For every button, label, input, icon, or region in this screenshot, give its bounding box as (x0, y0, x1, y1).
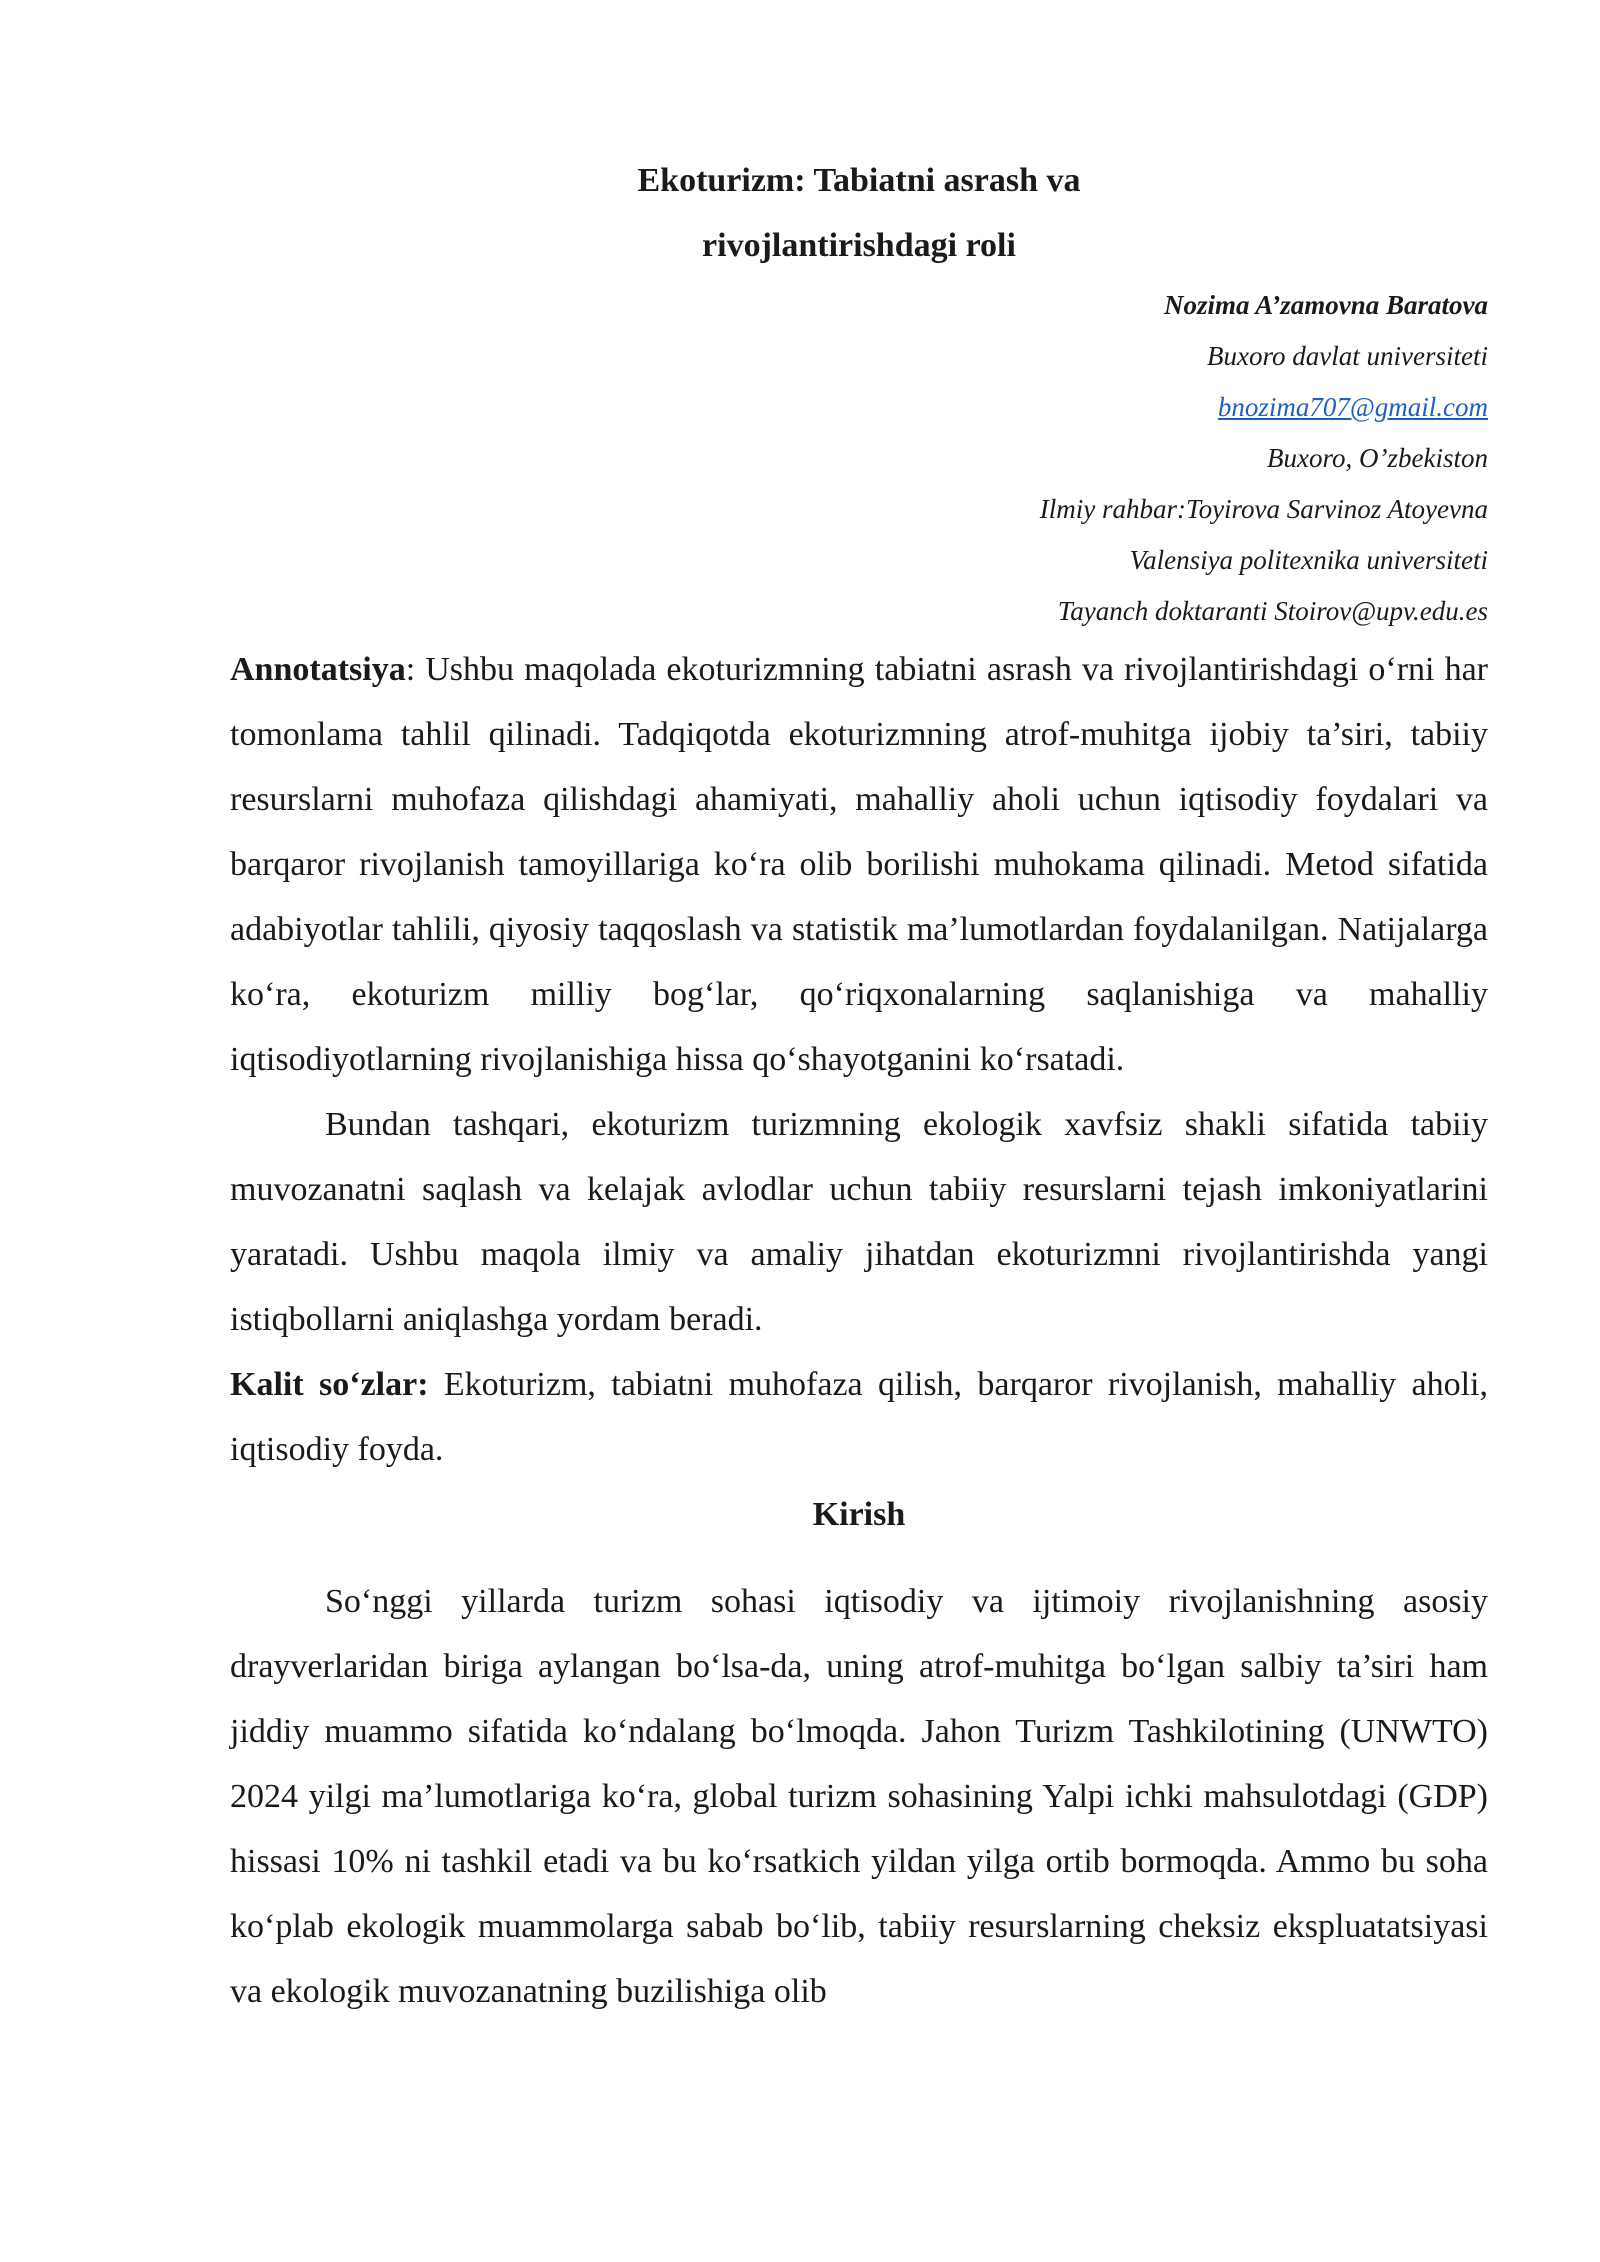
paper-title-line-1: Ekoturizm: Tabiatni asrash va (637, 162, 1081, 199)
paper-title-line-2: rivojlantirishdagi roli (702, 227, 1016, 264)
introduction-heading: Kirish (812, 1496, 906, 1533)
author-block (230, 280, 1488, 637)
keywords-text: Ekoturizm, tabiatni muhofaza qilish, barqaror rivojlanish, mahalliy aholi, iqtisodiy foyda. (230, 1366, 1488, 1468)
author-name: Nozima A’zamovna Baratova (1163, 290, 1488, 320)
supervisor-name: Ilmiy rahbar:Toyirova Sarvinoz Atoyevna (1039, 494, 1488, 524)
document-page (230, 148, 1488, 2024)
keywords-label: Kalit so‘zlar: (230, 1366, 429, 1403)
author-university: Buxoro davlat universiteti (1207, 341, 1488, 371)
abstract-text: : Ushbu maqolada ekoturizmning tabiatni asrash va rivojlantirishdagi o‘rni har tomonlama tahlil qilinadi. Tadqiqotda ekoturizmning atrof-muhitga ijobiy ta’siri, tabiiy resurslarni muhofaza qilishdagi ahamiyati, mahalliy aholi uchun iqtisodiy foydalari va barqaror rivojlanish tamoyillariga ko‘ra olib borilishi muhokama qilinadi. Metod sifatida adabiyotlar tahlili, qiyosiy taqqoslash va statistik ma’lumotlardan foydalanilgan. Natijalarga ko‘ra, ekoturizm milliy bog‘lar, qo‘riqxonalarning saqlanishiga va mahalliy iqtisodiyotlarning rivojlanishiga hissa qo‘shayotganini ko‘rsatadi. (230, 651, 1488, 1078)
abstract-label: Annotatsiya (230, 651, 406, 688)
supervisor-role: Tayanch doktaranti Stoirov@upv.edu.es (1057, 596, 1488, 626)
abstract-paragraph (230, 637, 1488, 1092)
author-email-link[interactable]: bnozima707@gmail.com (1217, 392, 1488, 422)
author-location: Buxoro, O’zbekiston (1267, 443, 1488, 473)
introduction-paragraph: So‘nggi yillarda turizm sohasi iqtisodiy va ijtimoiy rivojlanishning asosiy drayverlaridan biriga aylangan bo‘lsa-da, uning atrof-muhitga bo‘lgan salbiy ta’siri ham jiddiy muammo sifatida ko‘ndalang bo‘lmoqda. Jahon Turizm Tashkilotining (UNWTO) 2024 yilgi ma’lumotlariga ko‘ra, global turizm sohasining Yalpi ichki mahsulotdagi (GDP) hissasi 10% ni tashkil etadi va bu ko‘rsatkich yildan yilga ortib bormoqda. Ammo bu soha ko‘plab ekologik muammolarga sabab bo‘lib, tabiiy resurslarning cheksiz ekspluatatsiyasi va ekologik muvozanatning buzilishiga olib (230, 1583, 1488, 2010)
keywords-paragraph (230, 1352, 1488, 1482)
supervisor-university: Valensiya politexnika universiteti (1129, 545, 1488, 575)
abstract-paragraph-2: Bundan tashqari, ekoturizm turizmning ekologik xavfsiz shakli sifatida tabiiy muvozanatni saqlash va kelajak avlodlar uchun tabiiy resurslarni tejash imkoniyatlarini yaratadi. Ushbu maqola ilmiy va amaliy jihatdan ekoturizmni rivojlantirishda yangi istiqbollarni aniqlashga yordam beradi. (230, 1106, 1488, 1338)
